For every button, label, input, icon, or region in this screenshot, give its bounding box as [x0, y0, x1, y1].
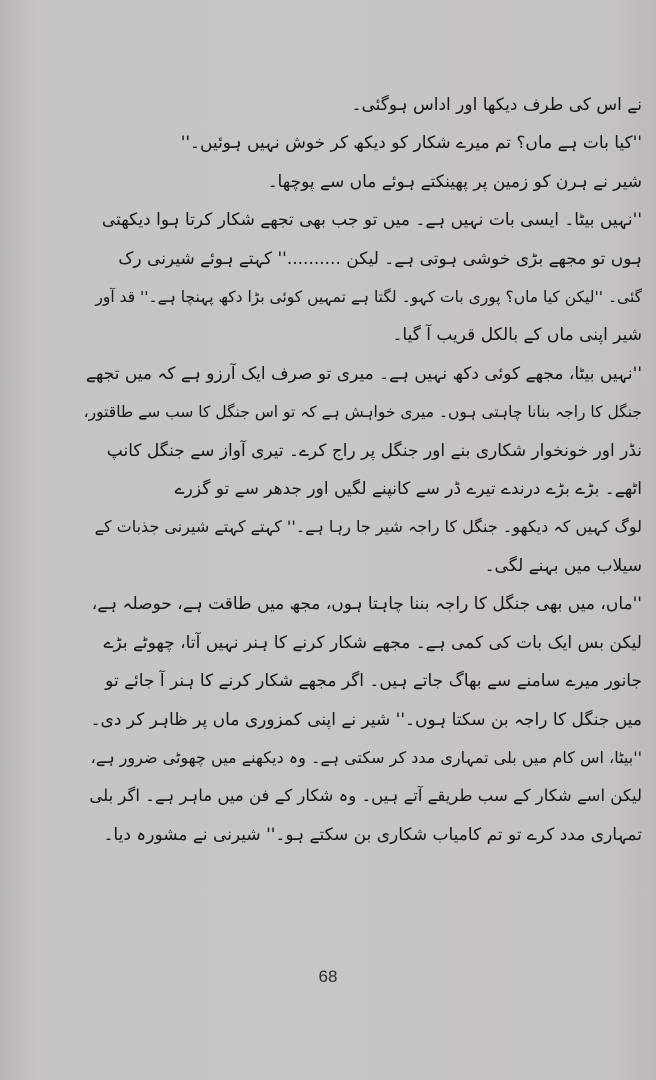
text-line: سیلاب میں بہنے لگی۔ [484, 555, 642, 576]
text-line: تمہاری مدد کرے تو تم کامیاب شکاری بن سکتے ہو۔'' شیرنی نے مشورہ دیا۔ [103, 824, 642, 845]
text-line: جانور میرے سامنے سے بھاگ جاتے ہیں۔ اگر مجھے شکار کرنے کا ہنر آ جائے تو [105, 671, 642, 692]
text-line: ہوں تو مجھے بڑی خوشی ہوتی ہے۔ لیکن ..........'' کہتے ہوئے شیرنی رک [118, 248, 642, 269]
text-line: لیکن اسے شکار کے سب طریقے آتے ہیں۔ وہ شکار کے فن میں ماہر ہے۔ اگر بلی [89, 786, 642, 806]
text-line: ''بیٹا، اس کام میں بلی تمہاری مدد کر سکتی ہے۔ وہ دیکھنے میں چھوٹی ضرور ہے، [90, 747, 642, 767]
text-line: نے اس کی طرف دیکھا اور اداس ہوگئی۔ [351, 95, 642, 115]
text-line: لوگ کہیں کہ دیکھو۔ جنگل کا راجہ شیر جا رہا ہے۔'' کہتے کہتے شیرنی جذبات کے [94, 517, 642, 537]
text-line: ''کیا بات ہے ماں؟ تم میرے شکار کو دیکھ کر خوش نہیں ہوئیں۔'' [180, 133, 642, 154]
text-line: نڈر اور خونخوار شکاری بنے اور جنگل پر راج کرے۔ تیری آواز سے جنگل کانپ [106, 440, 642, 461]
text-line: شیر اپنی ماں کے بالکل قریب آ گیا۔ [392, 325, 642, 346]
paragraph-5 [82, 585, 642, 739]
text-line: لیکن بس ایک بات کی کمی ہے۔ مجھے شکار کرنے کا ہنر نہیں آتا، چھوٹے بڑے [103, 632, 642, 653]
text-line: ''نہیں بیٹا۔ ایسی بات نہیں ہے۔ میں تو جب بھی تجھے شکار کرتا ہوا دیکھتی [101, 210, 642, 231]
text-line: شیر نے ہرن کو زمین پر پھینکتے ہوئے ماں سے پوچھا۔ [267, 171, 642, 192]
text-line: اٹھے۔ بڑے بڑے درندے تیرے ڈر سے کانپنے لگیں اور جدھر سے تو گزرے [174, 479, 642, 500]
page-number: 68 [318, 967, 338, 986]
paragraph-4 [82, 355, 642, 585]
page-text [82, 86, 642, 854]
paragraph-2 [82, 124, 642, 201]
paragraph-6 [82, 739, 642, 854]
paragraph-1 [82, 86, 642, 124]
text-line: ''ماں، میں بھی جنگل کا راجہ بننا چاہتا ہوں، مجھ میں طاقت ہے، حوصلہ ہے، [91, 594, 642, 615]
text-line: جنگل کا راجہ بنانا چاہتی ہوں۔ میری خواہش ہے کہ تو اس جنگل کا سب سے طاقتور، [83, 403, 642, 422]
text-line: گئی۔ ''لیکن کیا ماں؟ پوری بات کہو۔ لگتا ہے تمہیں کوئی بڑا دکھ پہنچا ہے۔'' قد آور [95, 288, 642, 307]
paragraph-3 [82, 201, 642, 355]
text-line: میں جنگل کا راجہ بن سکتا ہوں۔'' شیر نے اپنی کمزوری ماں پر ظاہر کر دی۔ [90, 709, 642, 730]
text-line: ''نہیں بیٹا، مجھے کوئی دکھ نہیں ہے۔ میری تو صرف ایک آرزو ہے کہ میں تجھے [85, 363, 642, 384]
